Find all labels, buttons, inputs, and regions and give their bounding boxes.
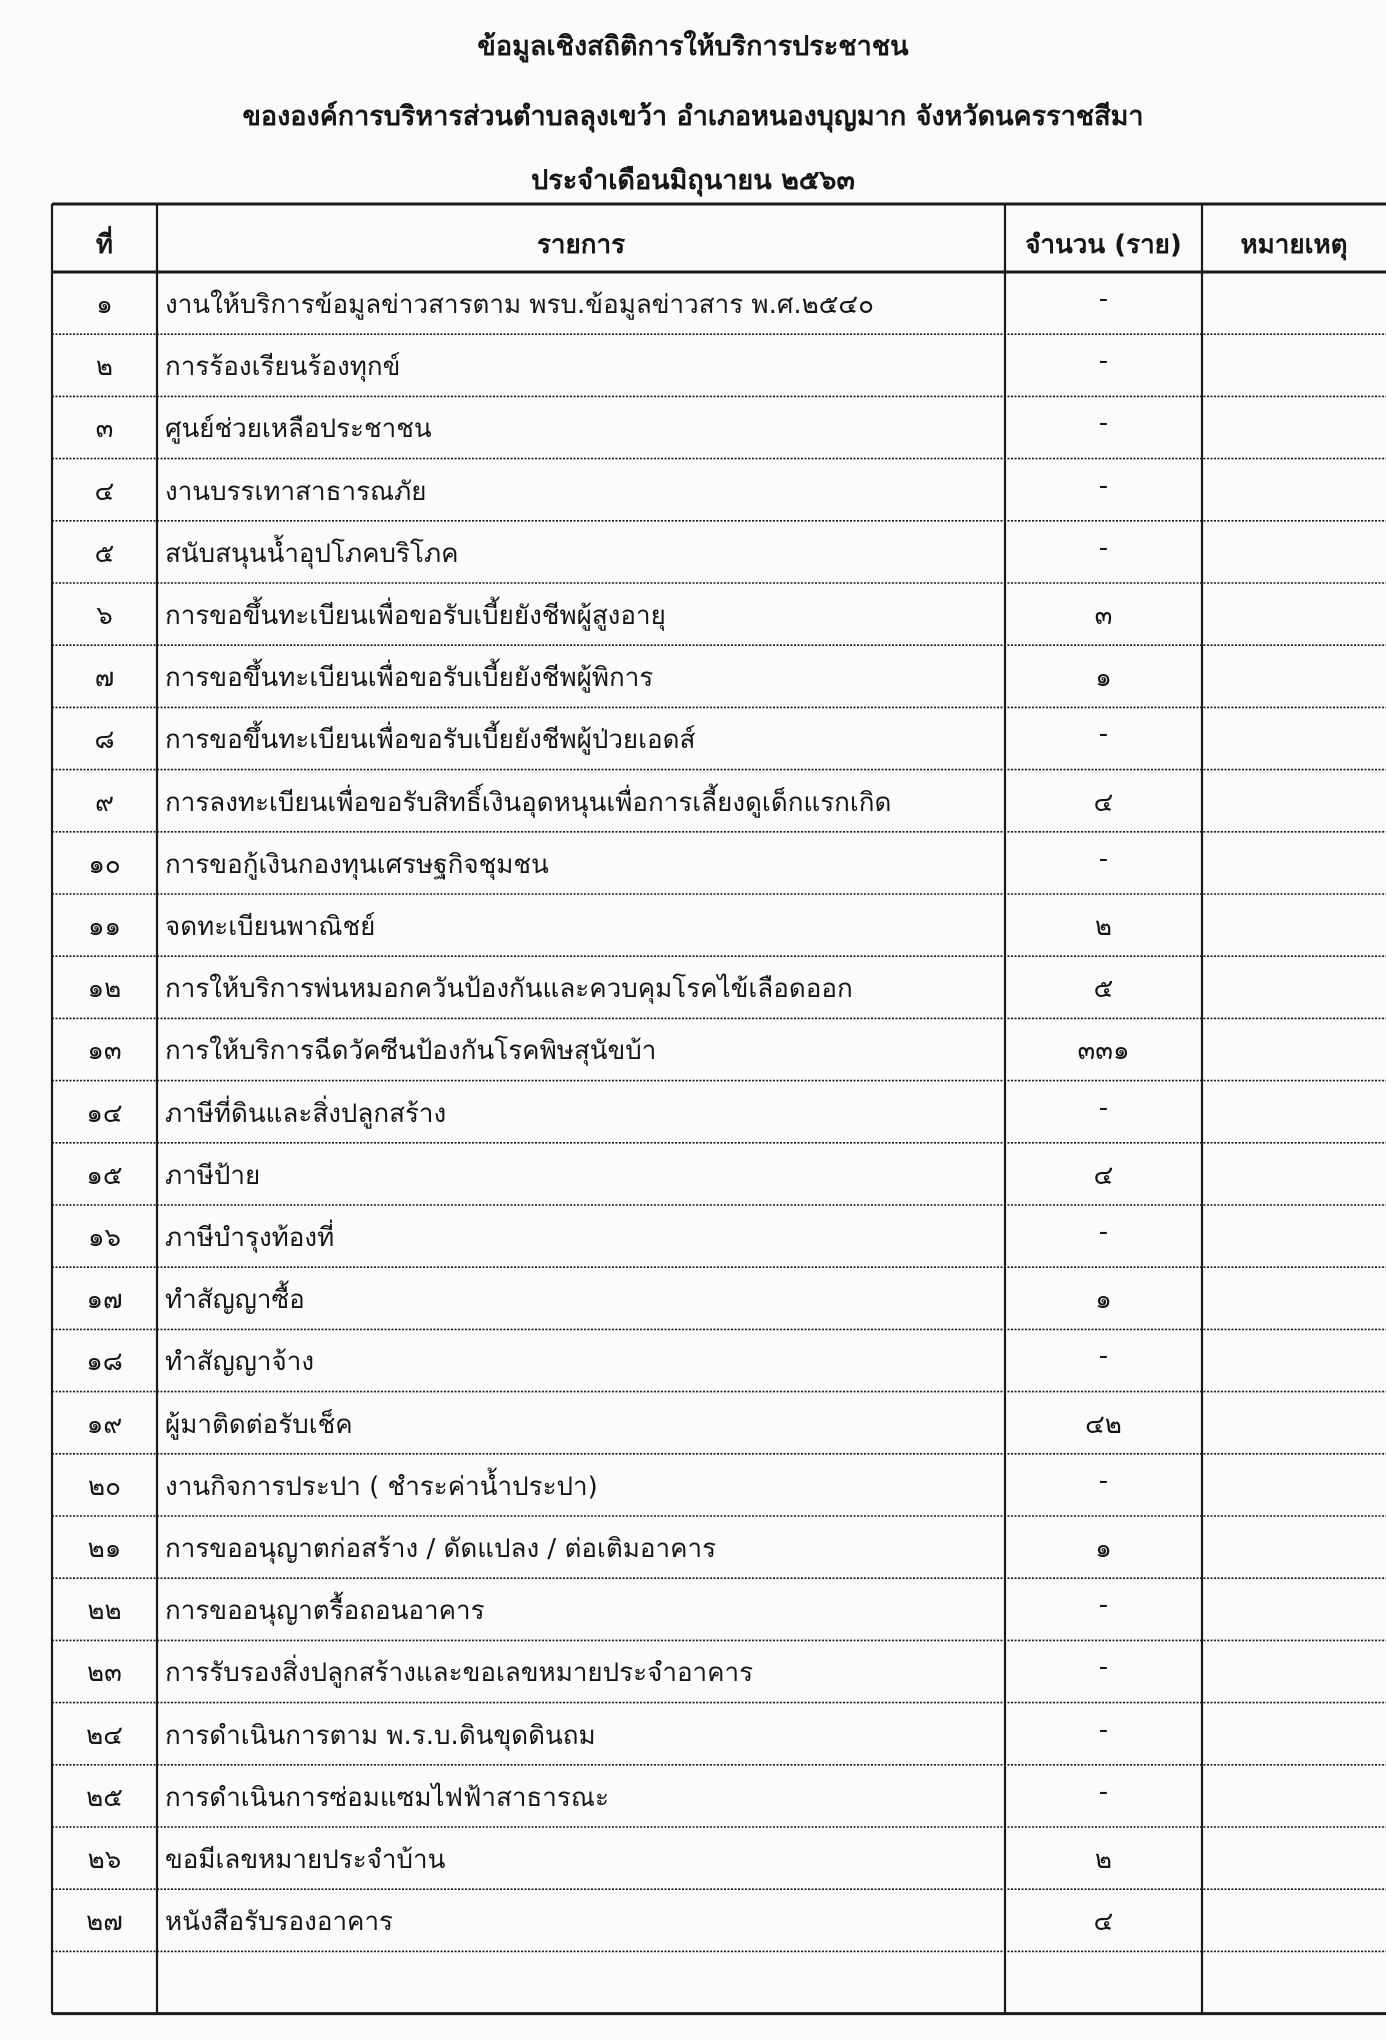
row-count: ๔ — [1093, 1907, 1114, 1938]
row-number: ๙ — [94, 787, 115, 818]
row-remark — [1202, 1839, 1386, 1889]
row-item: การขอขึ้นทะเบียนเพื่อขอรับเบี้ยยังชีพผู้พิการ — [165, 663, 654, 694]
row-count: ๕ — [1093, 974, 1114, 1005]
row-remark — [1202, 1279, 1386, 1329]
row-item: การรับรองสิ่งปลูกสร้างและขอเลขหมายประจำอาคาร — [165, 1658, 754, 1689]
row-item: การดำเนินการซ่อมแซมไฟฟ้าสาธารณะ — [165, 1782, 609, 1813]
row-item: การร้องเรียนร้องทุกข์ — [165, 352, 401, 383]
row-remark — [1202, 1155, 1386, 1205]
row-remark — [1202, 1590, 1386, 1640]
row-count: - — [1098, 532, 1109, 563]
row-remark — [1202, 782, 1386, 832]
row-number: ๒๓ — [87, 1658, 122, 1689]
row-remark — [1202, 1217, 1386, 1267]
row-remark — [1202, 1777, 1386, 1827]
row-number: ๑๗ — [86, 1285, 123, 1316]
row-number: ๑๕ — [86, 1160, 123, 1191]
row-number: ๒๖ — [87, 1845, 122, 1875]
row-number: ๒๑ — [87, 1534, 122, 1564]
column-header-item: รายการ — [536, 230, 626, 260]
row-item: ทำสัญญาซื้อ — [165, 1285, 305, 1316]
row-number: ๑๙ — [86, 1409, 123, 1440]
row-item: ภาษีป้าย — [165, 1160, 261, 1191]
row-remark — [1202, 1715, 1386, 1765]
row-item: การขอกู้เงินกองทุนเศรษฐกิจชุมชน — [165, 849, 549, 880]
row-item: การให้บริการฉีดวัคซีนป้องกันโรคพิษสุนัขบ้า — [165, 1036, 657, 1067]
row-item: ทำสัญญาจ้าง — [165, 1347, 315, 1378]
row-item: การขอขึ้นทะเบียนเพื่อขอรับเบี้ยยังชีพผู้สูงอายุ — [165, 601, 666, 631]
row-remark — [1202, 1341, 1386, 1391]
row-item: การดำเนินการตาม พ.ร.บ.ดินขุดดินถม — [165, 1720, 596, 1751]
row-count — [1005, 1963, 1202, 2013]
row-count: ๓ — [1094, 601, 1113, 631]
row-remark — [1202, 408, 1386, 458]
row-number: ๑๔ — [86, 1098, 123, 1129]
column-header-remark: หมายเหตุ — [1240, 230, 1348, 260]
document-period: ประจำเดือนมิถุนายน ๒๕๖๓ — [531, 165, 855, 196]
row-count: ๑ — [1095, 1534, 1112, 1564]
row-count: ๔ — [1093, 787, 1114, 818]
row-count: - — [1098, 719, 1109, 750]
row-item: การขออนุญาตก่อสร้าง / ดัดแปลง / ต่อเติมอาคาร — [165, 1534, 717, 1564]
row-count: - — [1098, 1714, 1109, 1745]
row-count: - — [1098, 843, 1109, 874]
row-count: - — [1098, 284, 1109, 314]
row-number: ๓ — [95, 414, 114, 445]
row-item: หนังสือรับรองอาคาร — [165, 1907, 394, 1938]
row-item: การให้บริการพ่นหมอกควันป้องกันและควบคุมโรคไข้เลือดออก — [165, 974, 853, 1005]
row-remark — [1202, 1963, 1386, 2013]
row-number: ๔ — [94, 476, 115, 507]
row-remark — [1202, 844, 1386, 894]
row-number: ๗ — [94, 663, 115, 694]
row-remark — [1202, 906, 1386, 956]
row-item: การลงทะเบียนเพื่อขอรับสิทธิ์เงินอุดหนุนเพื่อการเลี้ยงดูเด็กแรกเกิด — [165, 787, 892, 818]
row-count: ๒ — [1094, 912, 1113, 942]
row-remark — [1202, 1030, 1386, 1080]
document-title: ข้อมูลเชิงสถิติการให้บริการประชาชน — [477, 31, 909, 62]
row-number: ๕ — [94, 538, 115, 569]
row-count: - — [1098, 408, 1109, 439]
row-item: งานให้บริการข้อมูลข่าวสารตาม พรบ.ข้อมูลข่าวสาร พ.ศ.๒๕๔๐ — [165, 290, 874, 320]
column-header-no: ที่ — [95, 230, 114, 260]
row-remark — [1202, 1404, 1386, 1454]
row-number: ๒๐ — [87, 1471, 121, 1502]
row-number: ๒ — [95, 352, 114, 383]
row-count: - — [1098, 1652, 1109, 1683]
row-count: ๔ — [1093, 1160, 1114, 1191]
row-count: ๒ — [1094, 1845, 1113, 1875]
row-item: ผู้มาติดต่อรับเช็ค — [165, 1409, 353, 1440]
row-number: ๒๗ — [86, 1907, 123, 1938]
row-item: จดทะเบียนพาณิชย์ — [165, 912, 376, 942]
row-item: ภาษีบำรุงท้องที่ — [165, 1223, 335, 1253]
row-count: ๓๓๑ — [1077, 1036, 1130, 1067]
row-remark — [1202, 968, 1386, 1018]
row-item: ภาษีที่ดินและสิ่งปลูกสร้าง — [165, 1098, 447, 1129]
row-item: การขอขึ้นทะเบียนเพื่อขอรับเบี้ยยังชีพผู้ป่วยเอดส์ — [165, 725, 696, 756]
row-count: - — [1098, 1776, 1109, 1807]
row-number: ๒๒ — [87, 1596, 122, 1627]
row-item: ศูนย์ช่วยเหลือประชาชน — [165, 414, 432, 445]
row-number — [52, 1963, 157, 2013]
row-number: ๑๓ — [87, 1036, 122, 1067]
row-count: ๑ — [1095, 1285, 1112, 1316]
row-number: ๑๘ — [86, 1347, 123, 1378]
row-number: ๘ — [94, 725, 115, 756]
row-remark — [1202, 1652, 1386, 1702]
row-item: งานกิจการประปา ( ชำระค่าน้ำประปา) — [165, 1471, 598, 1502]
row-remark — [1202, 471, 1386, 521]
row-number: ๑๑ — [87, 912, 121, 942]
row-count: - — [1098, 470, 1109, 501]
row-remark — [1202, 1528, 1386, 1578]
row-count: ๑ — [1095, 663, 1112, 694]
row-number: ๖ — [96, 601, 113, 631]
row-item — [157, 1963, 1013, 2013]
row-item: ขอมีเลขหมายประจำบ้าน — [165, 1845, 446, 1875]
row-number: ๒๔ — [86, 1720, 123, 1751]
column-header-count: จำนวน (ราย) — [1025, 230, 1182, 260]
row-remark — [1202, 595, 1386, 645]
row-count: - — [1098, 346, 1109, 377]
row-remark — [1202, 533, 1386, 583]
row-remark — [1202, 346, 1386, 396]
row-remark — [1202, 1466, 1386, 1516]
row-remark — [1202, 284, 1386, 334]
row-item: สนับสนุนน้ำอุปโภคบริโภค — [165, 538, 459, 569]
row-remark — [1202, 719, 1386, 769]
row-count: ๔๒ — [1085, 1409, 1122, 1440]
row-number: ๑๖ — [87, 1223, 121, 1253]
row-count: - — [1098, 1092, 1109, 1123]
row-number: ๑๐ — [88, 849, 121, 880]
row-number: ๑๒ — [87, 974, 122, 1005]
row-number: ๑ — [96, 290, 113, 320]
row-item: งานบรรเทาสาธารณภัย — [165, 476, 427, 507]
row-remark — [1202, 1093, 1386, 1143]
row-count: - — [1098, 1590, 1109, 1621]
row-number: ๒๕ — [86, 1782, 123, 1813]
row-item: การขออนุญาตรื้อถอนอาคาร — [165, 1596, 485, 1627]
row-count: - — [1098, 1341, 1109, 1372]
row-count: - — [1098, 1465, 1109, 1496]
document-subtitle: ขององค์การบริหารส่วนตำบลลุงเขว้า อำเภอหนองบุญมาก จังหวัดนครราชสีมา — [242, 101, 1144, 132]
row-count: - — [1098, 1217, 1109, 1247]
row-remark — [1202, 657, 1386, 707]
row-remark — [1202, 1901, 1386, 1951]
